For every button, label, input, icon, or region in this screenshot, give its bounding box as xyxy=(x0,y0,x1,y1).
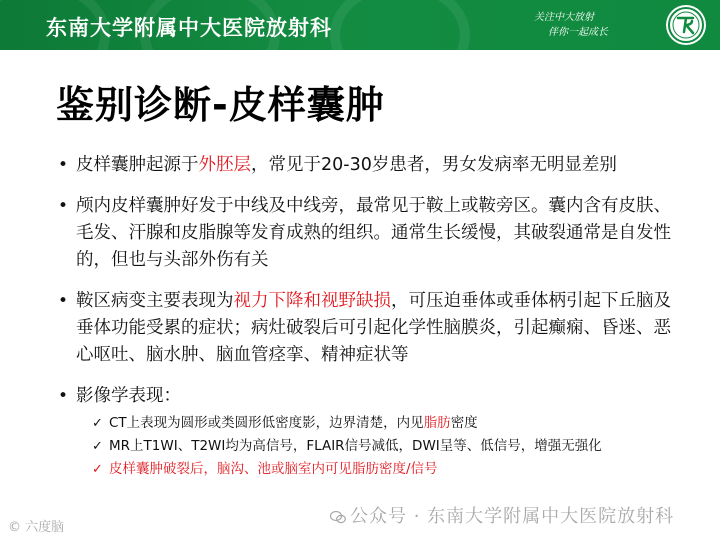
watermark-text: 公众号 · 东南大学附属中大医院放射科 xyxy=(350,506,675,527)
slide-header xyxy=(0,0,720,50)
sub-bullet-list xyxy=(92,412,678,481)
bullet-text: 颅内皮样囊肿好发于中线及中线旁，最常见于鞍上或鞍旁区。囊内含有皮肤、毛发、汗腺和皮脂腺等发育成熟的组织。通常生长缓慢，其破裂通常是自发性的，但也与头部外伤有关 xyxy=(76,196,671,270)
header-title: 东南大学附属中大医院放射科 xyxy=(46,15,332,40)
sub-bullet-text: 皮样囊肿破裂后，脑沟、池或脑室内可见脂肪密度/信号 xyxy=(109,461,438,477)
slogan-line-1: 关注中大放射 xyxy=(534,12,594,23)
bullet-text: 影像学表现： xyxy=(76,386,181,406)
slide-title: 鉴别诊断-皮样囊肿 xyxy=(56,83,385,127)
checkmark-icon: ✓ xyxy=(92,416,103,431)
bullet-dot-icon: • xyxy=(58,196,69,216)
bullet-text: 皮样囊肿起源于 xyxy=(76,155,199,175)
bullet-highlight: 外胚层 xyxy=(198,155,251,175)
header-slogan xyxy=(534,8,664,38)
wechat-icon xyxy=(330,510,346,524)
slogan-line-2: 伴你一起成长 xyxy=(548,27,608,38)
hospital-logo-icon xyxy=(665,4,707,46)
bullet-list xyxy=(58,152,678,481)
checkmark-icon: ✓ xyxy=(92,439,103,454)
checkmark-icon: ✓ xyxy=(92,462,103,477)
bullet-text: 鞍区病变主要表现为 xyxy=(76,291,234,311)
header-decoration xyxy=(330,0,470,50)
bullet-text: ，可压迫垂体或垂体柄引起下丘脑及垂体功能受累的症状；病灶破裂后可引起化学性脑膜炎，引起癫痫、昏迷、恶心呕吐、脑水肿、脑血管痉挛、精神症状等 xyxy=(76,291,671,365)
bullet-item xyxy=(58,383,678,481)
bullet-item xyxy=(58,193,678,274)
sub-bullet-highlight: 脂肪 xyxy=(423,415,451,431)
sub-bullet-text: CT上表现为圆形或类圆形低密度影，边界清楚，内见 xyxy=(109,415,424,431)
bullet-dot-icon: • xyxy=(58,386,69,406)
sub-bullet-item xyxy=(92,412,678,435)
bullet-item xyxy=(58,152,678,179)
bullet-highlight: 视力下降和视野缺损 xyxy=(233,291,391,311)
sub-bullet-text: 密度 xyxy=(450,415,478,431)
sub-bullet-text: MR上T1WI、T2WI均为高信号，FLAIR信号减低，DWI呈等、低信号，增强无强化 xyxy=(109,438,602,454)
watermark-right xyxy=(330,502,674,528)
bullet-dot-icon: • xyxy=(58,155,69,175)
bullet-dot-icon: • xyxy=(58,291,69,311)
bullet-text: ，常见于20-30岁患者，男女发病率无明显差别 xyxy=(251,155,617,175)
bullet-item xyxy=(58,288,678,369)
sub-bullet-item xyxy=(92,435,678,458)
sub-bullet-item xyxy=(92,458,678,481)
watermark-left: © 六度脑 xyxy=(8,520,65,535)
